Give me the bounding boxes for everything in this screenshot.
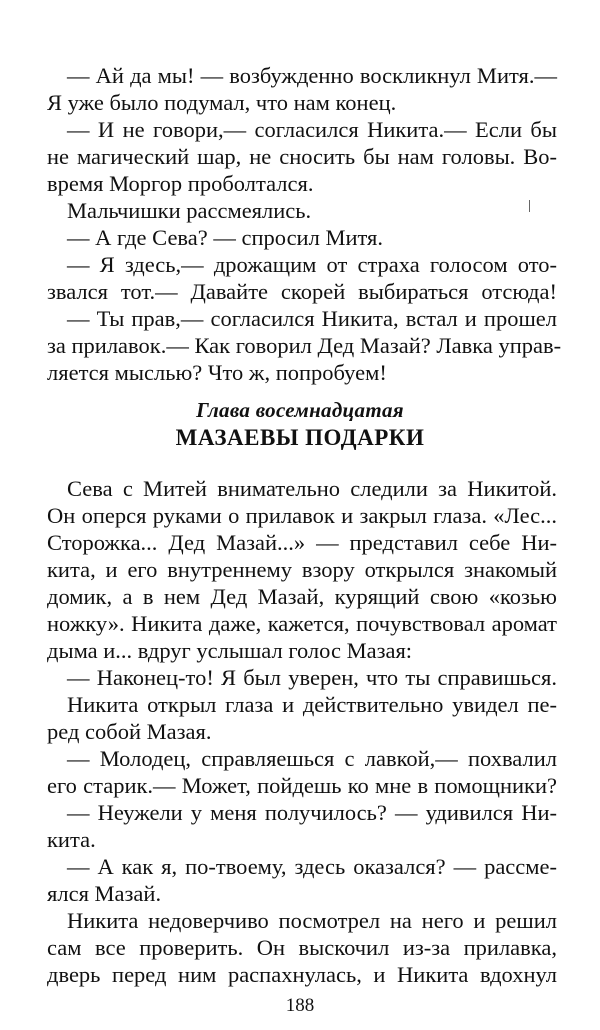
scan-speck xyxy=(529,200,530,212)
chapter-label: Глава восемнадцатая xyxy=(196,398,404,422)
text-line: кита, и его внутреннему взору открылся знакомый xyxy=(47,557,557,582)
text-line: — Я здесь,— дрожащим от страха голосом ото- xyxy=(67,252,557,277)
text-line: домик, а в нем Дед Мазай, курящий свою «козью xyxy=(47,584,557,609)
text-line: — Молодец, справляешься с лавкой,— похвалил xyxy=(67,746,557,771)
text-line: его старик.— Может, пойдешь ко мне в помощники? xyxy=(47,773,557,798)
text-line: Сторожка... Дед Мазай...» — представил себе Ни- xyxy=(47,530,557,555)
text-line: дверь перед ним распахнулась, и Никита вдохнул xyxy=(47,962,557,987)
text-line: время Моргор проболтался. xyxy=(47,171,314,196)
text-line: Сева с Митей внимательно следили за Никитой. xyxy=(67,476,557,501)
text-line: дыма и... вдруг услышал голос Мазая: xyxy=(47,638,413,663)
text-line: ялся Мазай. xyxy=(47,881,162,906)
text-line: Я уже было подумал, что нам конец. xyxy=(47,90,397,115)
text-line: Мальчишки рассмеялись. xyxy=(67,198,312,223)
text-line: — А как я, по-твоему, здесь оказался? — рассме- xyxy=(67,854,557,879)
text-line: — Наконец-то! Я был уверен, что ты справишься. xyxy=(67,665,557,690)
text-line: ножку». Никита даже, кажется, почувствовал аромат xyxy=(47,611,557,636)
text-line: ляется мыслью? Что ж, попробуем! xyxy=(47,360,387,385)
text-line: сам все проверить. Он выскочил из-за прилавка, xyxy=(47,935,557,960)
text-line: — А где Сева? — спросил Митя. xyxy=(67,225,384,250)
text-line: — Ай да мы! — возбужденно воскликнул Митя.— xyxy=(67,63,557,88)
text-line: Никита открыл глаза и действительно увидел пе- xyxy=(67,692,557,717)
text-line: за прилавок.— Как говорил Дед Мазай? Лавка управ- xyxy=(47,333,562,358)
text-line: не магический шар, не сносить бы нам головы. Во- xyxy=(47,144,557,169)
text-line: Он оперся руками о прилавок и закрыл глаза. «Лес... xyxy=(47,503,557,528)
text-line: звался тот.— Давайте скорей выбираться отсюда! xyxy=(47,279,557,304)
text-line: кита. xyxy=(47,827,96,852)
text-line: Никита недоверчиво посмотрел на него и решил xyxy=(67,908,557,933)
page-number: 188 xyxy=(285,995,315,1016)
text-line: ред собой Мазая. xyxy=(47,719,212,744)
text-line: — Ты прав,— согласился Никита, встал и прошел xyxy=(67,306,557,331)
text-line: — И не говори,— согласился Никита.— Если бы xyxy=(67,117,557,142)
chapter-title: МАЗАЕВЫ ПОДАРКИ xyxy=(175,425,425,450)
text-line: — Неужели у меня получилось? — удивился Ни- xyxy=(67,800,557,825)
